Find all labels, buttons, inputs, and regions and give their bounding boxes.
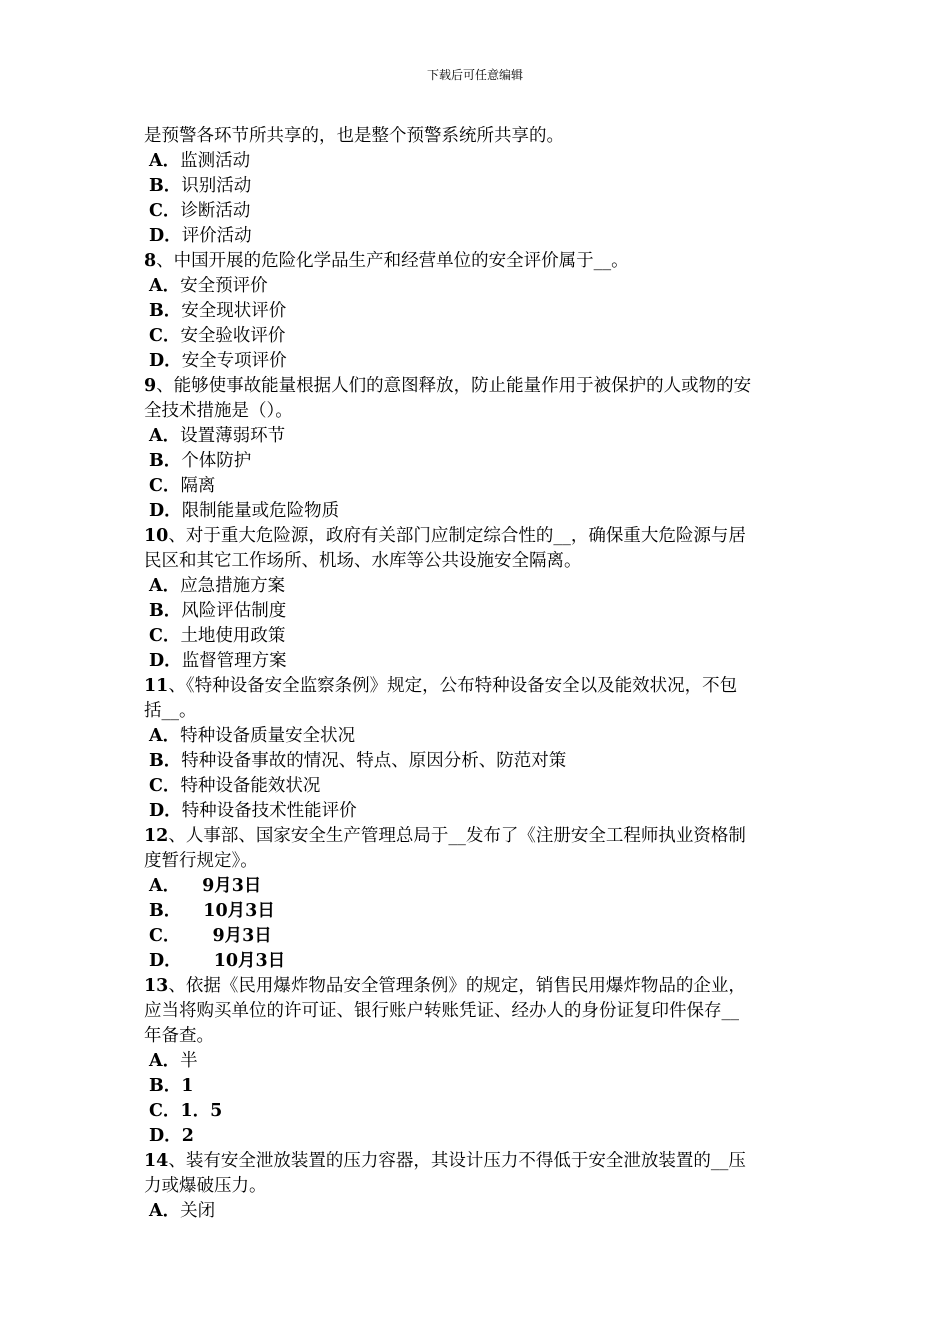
option-text: 监测活动 (180, 151, 251, 171)
answer-option (144, 599, 814, 624)
answer-option (144, 924, 814, 949)
option-label: D． (149, 801, 182, 821)
answer-option (144, 649, 814, 674)
answer-option (144, 449, 814, 474)
option-text: 特种设备技术性能评价 (181, 801, 357, 821)
option-label: C． (149, 776, 181, 796)
question-line (144, 674, 814, 699)
option-label: B． (149, 901, 182, 921)
question-text-line: 度暂行规定》。 (144, 851, 258, 871)
question-line (144, 1149, 814, 1174)
option-text: 安全专项评价 (181, 351, 287, 371)
answer-option (144, 199, 814, 224)
option-label: C． (149, 326, 181, 346)
option-label: A． (149, 1201, 181, 1221)
option-text: 1．5 (180, 1101, 223, 1121)
question-text-line: 力或爆破压力。 (144, 1176, 267, 1196)
option-label: A． (149, 876, 181, 896)
answer-option (144, 899, 814, 924)
question-number: 13 (144, 976, 169, 996)
option-label: A． (149, 726, 181, 746)
option-text: 风险评估制度 (181, 601, 287, 621)
option-label: D． (149, 501, 182, 521)
option-text: 应急措施方案 (180, 576, 286, 596)
question-number: 14 (144, 1151, 169, 1171)
question-text: 、人事部、国家安全生产管理总局于__发布了《注册安全工程师执业资格制 (168, 826, 746, 846)
question-number: 10 (144, 526, 169, 546)
answer-option (144, 324, 814, 349)
option-label: B． (149, 1076, 182, 1096)
option-label: D． (149, 351, 182, 371)
answer-option (144, 174, 814, 199)
answer-option (144, 949, 814, 974)
answer-option (144, 1124, 814, 1149)
answer-option (144, 299, 814, 324)
question-text-line: 应当将购买单位的许可证、银行账户转账凭证、经办人的身份证复印件保存__ (144, 1001, 739, 1021)
answer-option (144, 1099, 814, 1124)
question-line (144, 249, 814, 274)
option-text: 特种设备质量安全状况 (180, 726, 356, 746)
answer-option (144, 149, 814, 174)
option-text: 关闭 (180, 1201, 216, 1221)
question-number: 8 (144, 251, 157, 271)
question-line (144, 374, 814, 399)
question-text-line: 年备查。 (144, 1026, 214, 1046)
option-text: 安全现状评价 (181, 301, 287, 321)
question-text: 、对于重大危险源，政府有关部门应制定综合性的__，确保重大危险源与居 (168, 526, 746, 546)
option-text: 2 (181, 1126, 194, 1146)
option-label: C． (149, 201, 181, 221)
option-label: A． (149, 276, 181, 296)
answer-option (144, 224, 814, 249)
question-text: 、《特种设备安全监察条例》规定，公布特种设备安全以及能效状况，不包 (168, 676, 738, 696)
option-text: 限制能量或危险物质 (181, 501, 340, 521)
answer-option (144, 774, 814, 799)
question-text: 、装有安全泄放装置的压力容器，其设计压力不得低于安全泄放装置的__压 (168, 1151, 746, 1171)
page-header: 下载后可任意编辑 (426, 68, 523, 82)
option-text: 土地使用政策 (180, 626, 286, 646)
option-text: 评价活动 (181, 226, 252, 246)
question-number: 9 (144, 376, 157, 396)
option-label: B． (149, 176, 182, 196)
option-text: 个体防护 (181, 451, 252, 471)
answer-option (144, 474, 814, 499)
question-text-line: 括__。 (144, 701, 197, 721)
option-text: 半 (180, 1051, 198, 1071)
question-line (144, 824, 814, 849)
question-number: 12 (144, 826, 169, 846)
answer-option (144, 1199, 814, 1224)
exam-content (144, 124, 814, 1224)
answer-option (144, 349, 814, 374)
answer-option (144, 424, 814, 449)
option-text: 安全验收评价 (180, 326, 286, 346)
answer-option (144, 274, 814, 299)
option-label: D． (149, 651, 182, 671)
question-number: 11 (144, 676, 169, 696)
option-label: C． (149, 626, 181, 646)
answer-option (144, 749, 814, 774)
option-label: B． (149, 301, 182, 321)
question-text-line: 全技术措施是（）。 (144, 401, 293, 421)
option-label: A． (149, 426, 181, 446)
question-text-line: 是预警各环节所共享的，也是整个预警系统所共享的。 (144, 126, 564, 146)
answer-option (144, 874, 814, 899)
option-text: 设置薄弱环节 (180, 426, 286, 446)
option-text: 10月3日 (203, 901, 275, 921)
option-label: C． (149, 476, 181, 496)
option-text: 9月3日 (212, 926, 272, 946)
answer-option (144, 799, 814, 824)
option-text: 安全预评价 (180, 276, 268, 296)
answer-option (144, 1049, 814, 1074)
option-label: A． (149, 151, 181, 171)
question-line (144, 524, 814, 549)
option-label: A． (149, 1051, 181, 1071)
option-text: 10月3日 (213, 951, 286, 971)
option-label: B． (149, 751, 182, 771)
answer-option (144, 1074, 814, 1099)
option-text: 隔离 (180, 476, 216, 496)
option-label: D． (149, 951, 182, 971)
option-label: A． (149, 576, 181, 596)
option-label: D． (149, 1126, 182, 1146)
option-label: D． (149, 226, 182, 246)
option-text: 9月3日 (202, 876, 262, 896)
option-text: 诊断活动 (180, 201, 251, 221)
answer-option (144, 574, 814, 599)
question-text: 、中国开展的危险化学品生产和经营单位的安全评价属于__。 (156, 251, 629, 271)
question-line (144, 974, 814, 999)
option-label: B． (149, 601, 182, 621)
option-text: 1 (181, 1076, 194, 1096)
option-text: 监督管理方案 (181, 651, 287, 671)
option-label: C． (149, 1101, 181, 1121)
answer-option (144, 624, 814, 649)
question-text: 、能够使事故能量根据人们的意图释放，防止能量作用于被保护的人或物的安 (156, 376, 752, 396)
answer-option (144, 499, 814, 524)
option-text: 特种设备能效状况 (180, 776, 321, 796)
option-label: B． (149, 451, 182, 471)
option-label: C． (149, 926, 181, 946)
question-text-line: 民区和其它工作场所、机场、水库等公共设施安全隔离。 (144, 551, 582, 571)
option-text: 识别活动 (181, 176, 252, 196)
option-text: 特种设备事故的情况、特点、原因分析、防范对策 (181, 751, 567, 771)
question-text: 、依据《民用爆炸物品安全管理条例》的规定，销售民用爆炸物品的企业， (168, 976, 746, 996)
answer-option (144, 724, 814, 749)
